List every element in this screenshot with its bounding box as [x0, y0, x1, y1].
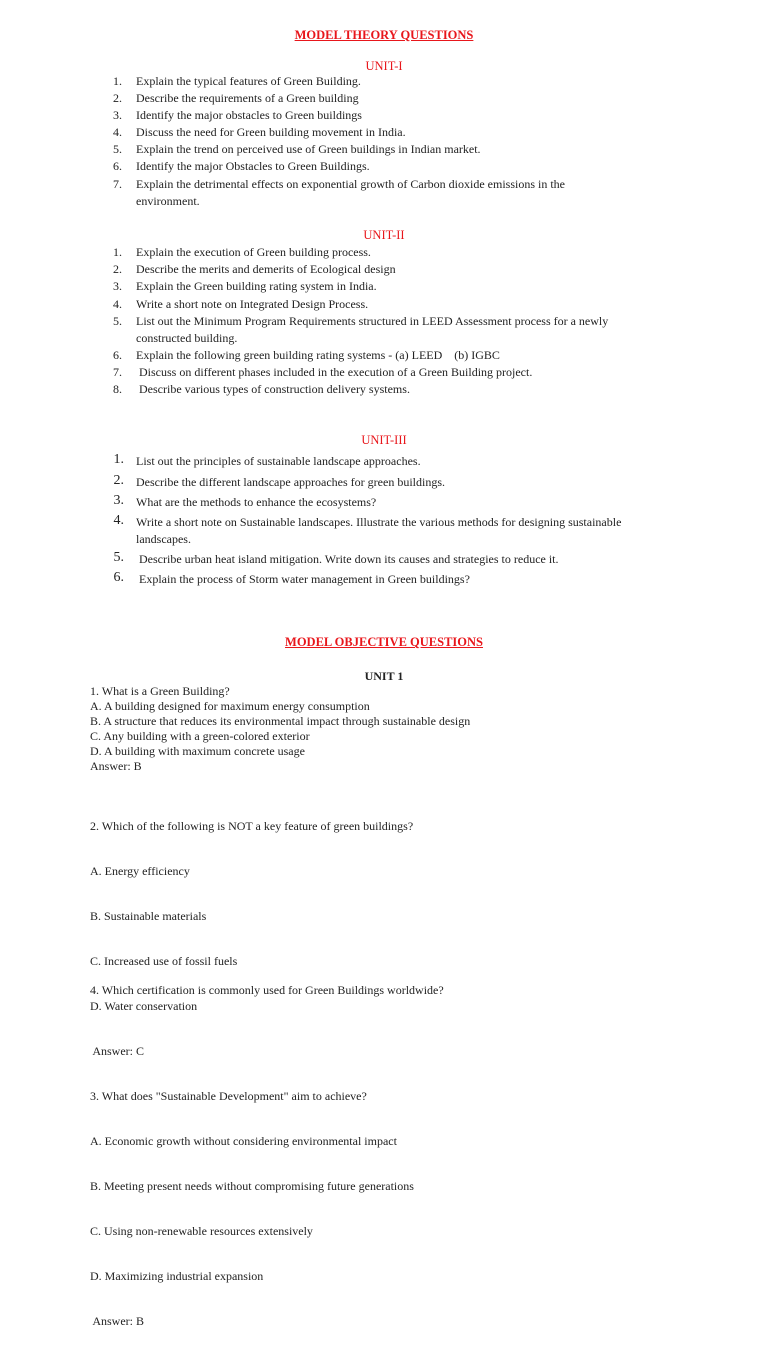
list-item-number: 2.: [113, 473, 124, 488]
question-line: 4. Which certification is commonly used for Green Buildings worldwide?: [90, 983, 444, 997]
list-item-number: 3.: [113, 279, 122, 293]
list-item-number: 4.: [113, 125, 122, 139]
list-item: Explain the trend on perceived use of Green buildings in Indian market.: [136, 142, 481, 156]
answer-line: Answer: B: [90, 1314, 144, 1328]
list-item-number: 1.: [113, 452, 124, 467]
list-item-number: 5.: [113, 314, 122, 328]
list-item: Explain the Green building rating system in India.: [136, 279, 377, 293]
option-line: A. Economic growth without considering environmental impact: [90, 1134, 397, 1148]
list-item-number: 7.: [113, 177, 122, 191]
list-item-number: 2.: [113, 91, 122, 105]
list-item-number: 2.: [113, 262, 122, 276]
list-item-number: 4.: [113, 297, 122, 311]
option-line: A. Energy efficiency: [90, 864, 190, 878]
list-item: Describe the merits and demerits of Ecological design: [136, 262, 396, 276]
list-item-number: 6.: [113, 159, 122, 173]
objective-unit-heading: UNIT 1: [364, 669, 404, 683]
list-item-number: 1.: [113, 245, 122, 259]
list-item: Discuss on different phases included in the execution of a Green Building project.: [136, 365, 533, 379]
option-line: B. Meeting present needs without compromising future generations: [90, 1179, 414, 1193]
list-item-number: 5.: [113, 142, 122, 156]
option-line: D. A building with maximum concrete usage: [90, 744, 305, 758]
theory-title: MODEL THEORY QUESTIONS: [294, 28, 474, 42]
question-line: 2. Which of the following is NOT a key feature of green buildings?: [90, 819, 414, 833]
question-line: 1. What is a Green Building?: [90, 684, 230, 698]
option-line: B. Sustainable materials: [90, 909, 207, 923]
list-item: List out the principles of sustainable landscape approaches.: [136, 454, 421, 468]
list-item: List out the Minimum Program Requirements structured in LEED Assessment process for a newly constructed building.: [136, 314, 609, 345]
option-line: C. Increased use of fossil fuels: [90, 954, 238, 968]
option-line: A. A building designed for maximum energy consumption: [90, 699, 370, 713]
question-line: 3. What does "Sustainable Development" aim to achieve?: [90, 1089, 367, 1103]
list-item-number: 4.: [113, 513, 124, 528]
question-block-1: [90, 684, 710, 774]
list-item: Write a short note on Integrated Design Process.: [136, 297, 369, 311]
list-item: Describe the requirements of a Green building: [136, 91, 359, 105]
list-item-number: 3.: [113, 108, 122, 122]
list-item-number: 7.: [113, 365, 122, 379]
list-item-number: 6.: [113, 348, 122, 362]
list-item-number: 8.: [113, 382, 122, 396]
list-item: Explain the following green building rating systems - (a) LEED (b) IGBC: [136, 348, 500, 362]
question-block-2: [90, 789, 710, 1359]
answer-line: Answer: B: [90, 759, 142, 773]
unit-3-heading: UNIT-III: [361, 433, 407, 447]
list-item-number: 5.: [113, 550, 124, 565]
option-line: C. Using non-renewable resources extensively: [90, 1224, 313, 1238]
list-item: Describe the different landscape approaches for green buildings.: [136, 475, 445, 489]
list-item: Explain the process of Storm water management in Green buildings?: [136, 572, 470, 586]
objective-title: MODEL OBJECTIVE QUESTIONS: [285, 635, 483, 649]
list-item: Describe various types of construction delivery systems.: [136, 382, 410, 396]
unit-1-heading: UNIT-I: [365, 59, 403, 73]
option-line: C. Any building with a green-colored exterior: [90, 729, 310, 743]
list-item-number: 3.: [113, 493, 124, 508]
list-item: Explain the typical features of Green Building.: [136, 74, 361, 88]
question-block-4: [90, 983, 710, 998]
list-item: Explain the execution of Green building process.: [136, 245, 371, 259]
list-item: Write a short note on Sustainable landscapes. Illustrate the various methods for designing sustainable landscapes.: [136, 515, 622, 546]
option-line: D. Water conservation: [90, 999, 198, 1013]
option-line: D. Maximizing industrial expansion: [90, 1269, 264, 1283]
list-item-number: 1.: [113, 74, 122, 88]
unit-2-heading: UNIT-II: [363, 228, 405, 242]
list-item: Discuss the need for Green building movement in India.: [136, 125, 406, 139]
list-item: Describe urban heat island mitigation. Write down its causes and strategies to reduce it.: [136, 552, 559, 566]
option-line: B. A structure that reduces its environmental impact through sustainable design: [90, 714, 471, 728]
list-item: Explain the detrimental effects on exponential growth of Carbon dioxide emissions in the environment.: [136, 177, 566, 208]
list-item-number: 6.: [113, 570, 124, 585]
list-item: Identify the major Obstacles to Green Buildings.: [136, 159, 370, 173]
list-item: Identify the major obstacles to Green buildings: [136, 108, 362, 122]
list-item: What are the methods to enhance the ecosystems?: [136, 495, 377, 509]
answer-line: Answer: C: [90, 1044, 144, 1058]
